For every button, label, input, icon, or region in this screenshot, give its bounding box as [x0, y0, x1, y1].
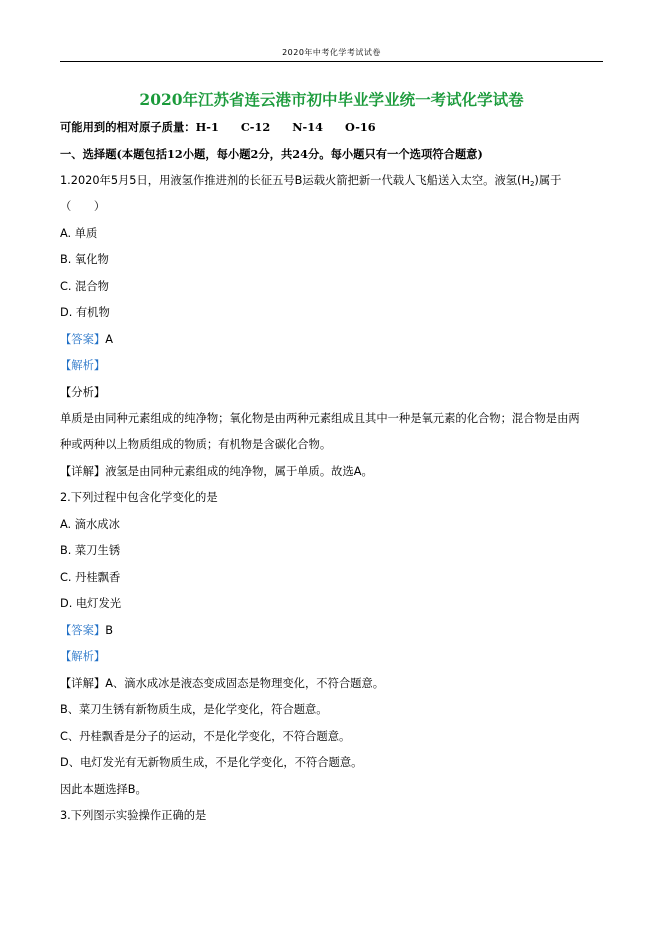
section-heading: 一、选择题(本题包括12小题，每小题2分，共24分。每小题只有一个选项符合题意) — [60, 147, 483, 161]
q1-stem-tail: )属于 — [534, 174, 562, 187]
q1-stem-text: 1.2020年5月5日，用液氢作推进剂的长征五号B运载火箭把新一代载人飞船送入太空。液氢(H — [60, 174, 530, 187]
q1-answer-tag: 【答案】 — [60, 333, 106, 346]
header-divider — [60, 61, 603, 62]
q2-option-c: C. 丹桂飘香 — [60, 571, 121, 584]
q2-option-a: A. 滴水成冰 — [60, 518, 120, 531]
page-title: 2020年江苏省连云港市初中毕业学业统一考试化学试卷 — [139, 90, 524, 109]
q1-fenxi-tag: 【分析】 — [60, 386, 106, 399]
page-header: 2020年中考化学考试试卷 — [282, 48, 381, 57]
q1-option-c: C. 混合物 — [60, 280, 109, 293]
atomic-mass-line — [60, 119, 376, 135]
q2-detail-c: C、丹桂飘香是分子的运动，不是化学变化，不符合题意。 — [60, 730, 351, 743]
q1-option-b: B. 氧化物 — [60, 253, 109, 266]
q1-fenxi-line-1: 单质是由同种元素组成的纯净物；氧化物是由两种元素组成且其中一种是氧元素的化合物；混合物是由两 — [60, 412, 580, 425]
q1-answer — [60, 332, 113, 348]
q1-analysis-tag: 【解析】 — [60, 359, 106, 372]
q1-subscript: 2 — [529, 180, 535, 188]
q2-option-d: D. 电灯发光 — [60, 597, 122, 610]
q2-stem: 2.下列过程中包含化学变化的是 — [60, 491, 218, 504]
atomic-mass-h: H-1 — [195, 120, 219, 134]
q3-stem: 3.下列图示实验操作正确的是 — [60, 809, 207, 822]
q1-detail-text: 液氢是由同种元素组成的纯净物，属于单质。故选A。 — [105, 465, 373, 478]
q2-answer-value: B — [105, 624, 113, 637]
atomic-mass-o: O-16 — [344, 120, 376, 134]
q1-option-d: D. 有机物 — [60, 306, 110, 319]
atomic-mass-label: 可能用到的相对原子质量： — [60, 120, 196, 134]
q2-answer-tag: 【答案】 — [60, 624, 106, 637]
q1-detail — [60, 464, 373, 480]
q1-stem — [60, 173, 561, 192]
q2-detail-d: D、电灯发光有无新物质生成，不是化学变化，不符合题意。 — [60, 756, 363, 769]
q1-option-a: A. 单质 — [60, 227, 98, 240]
q2-option-b: B. 菜刀生锈 — [60, 544, 121, 557]
q2-detail-tag: 【详解】 — [60, 677, 106, 690]
q1-bracket: （ ） — [60, 200, 106, 213]
q2-analysis-tag: 【解析】 — [60, 650, 106, 663]
q2-detail-a — [60, 676, 384, 692]
atomic-mass-c: C-12 — [240, 120, 271, 134]
q1-answer-value: A — [105, 333, 113, 346]
q2-answer — [60, 623, 113, 639]
q2-detail-b: B、菜刀生锈有新物质生成，是化学变化，符合题意。 — [60, 703, 328, 716]
atomic-mass-n: N-14 — [292, 120, 323, 134]
q2-conclusion: 因此本题选择B。 — [60, 783, 147, 796]
q1-fenxi-line-2: 种或两种以上物质组成的物质；有机物是含碳化合物。 — [60, 438, 332, 451]
q1-detail-tag: 【详解】 — [60, 465, 106, 478]
q2-detail-a-text: A、滴水成冰是液态变成固态是物理变化，不符合题意。 — [105, 677, 385, 690]
